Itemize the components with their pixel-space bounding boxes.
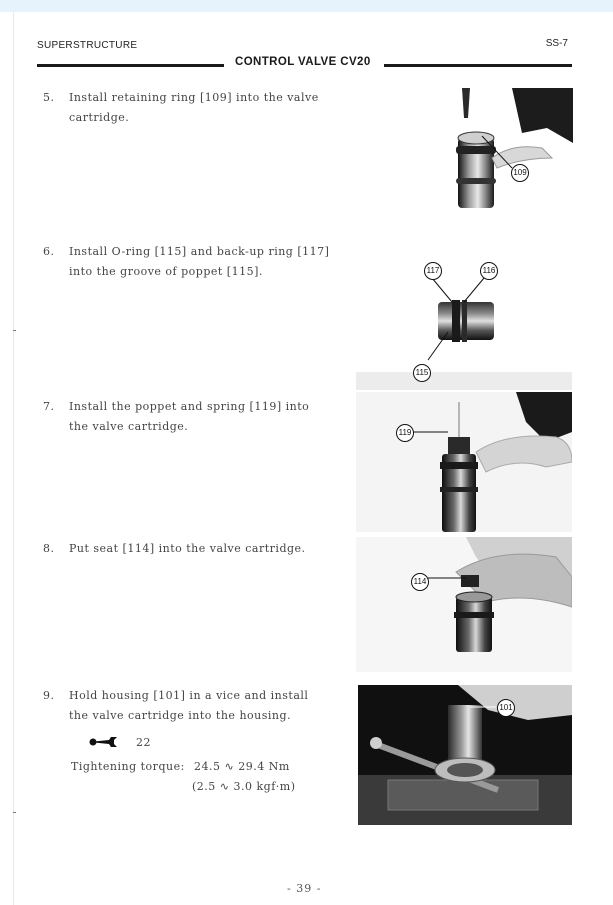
step-text-line: the valve cartridge into the housing. [69,709,292,722]
callout-117: 117 [424,262,442,280]
title-rule-left [37,64,224,67]
callout-115: 115 [413,364,431,382]
callout-114: 114 [411,573,429,591]
section-header: SUPERSTRUCTURE [37,40,138,51]
photo-poppet-spring [356,392,572,532]
step-number: 5. [43,91,55,104]
photo-housing-vice [358,685,572,825]
step-text-line: Install the poppet and spring [119] into [69,400,310,413]
page-code: SS-7 [545,38,568,49]
tool-size: 22 [136,736,151,749]
photo-o-ring-poppet [356,250,572,390]
page-number: - 39 - [287,882,322,895]
page-left-edge [13,12,14,905]
margin-tick [13,330,16,331]
margin-tick [13,812,16,813]
step-text-line: the valve cartridge. [69,420,189,433]
torque-value-alt: (2.5 ∿ 3.0 kgf·m) [192,780,296,793]
step-text-line: into the groove of poppet [115]. [69,265,263,278]
step-number: 6. [43,245,55,258]
viewer-top-bar [0,0,613,12]
photo-retaining-ring [452,88,573,216]
callout-116: 116 [480,262,498,280]
callout-119: 119 [396,424,414,442]
callout-109: 109 [511,164,529,182]
page-title: CONTROL VALVE CV20 [235,56,371,68]
title-rule-right [384,64,572,67]
step-text-line: Put seat [114] into the valve cartridge. [69,542,306,555]
step-number: 9. [43,689,55,702]
step-number: 7. [43,400,55,413]
torque-label: Tightening torque: [71,760,185,773]
wrench-icon [89,736,121,748]
step-text-line: cartridge. [69,111,130,124]
torque-value: 24.5 ∿ 29.4 Nm [194,760,290,773]
step-text-line: Install O-ring [115] and back-up ring [117] [69,245,330,258]
step-text-line: Hold housing [101] in a vice and install [69,689,309,702]
photo-seat [356,537,572,672]
step-text-line: Install retaining ring [109] into the valve [69,91,319,104]
step-number: 8. [43,542,55,555]
callout-101: 101 [497,699,515,717]
